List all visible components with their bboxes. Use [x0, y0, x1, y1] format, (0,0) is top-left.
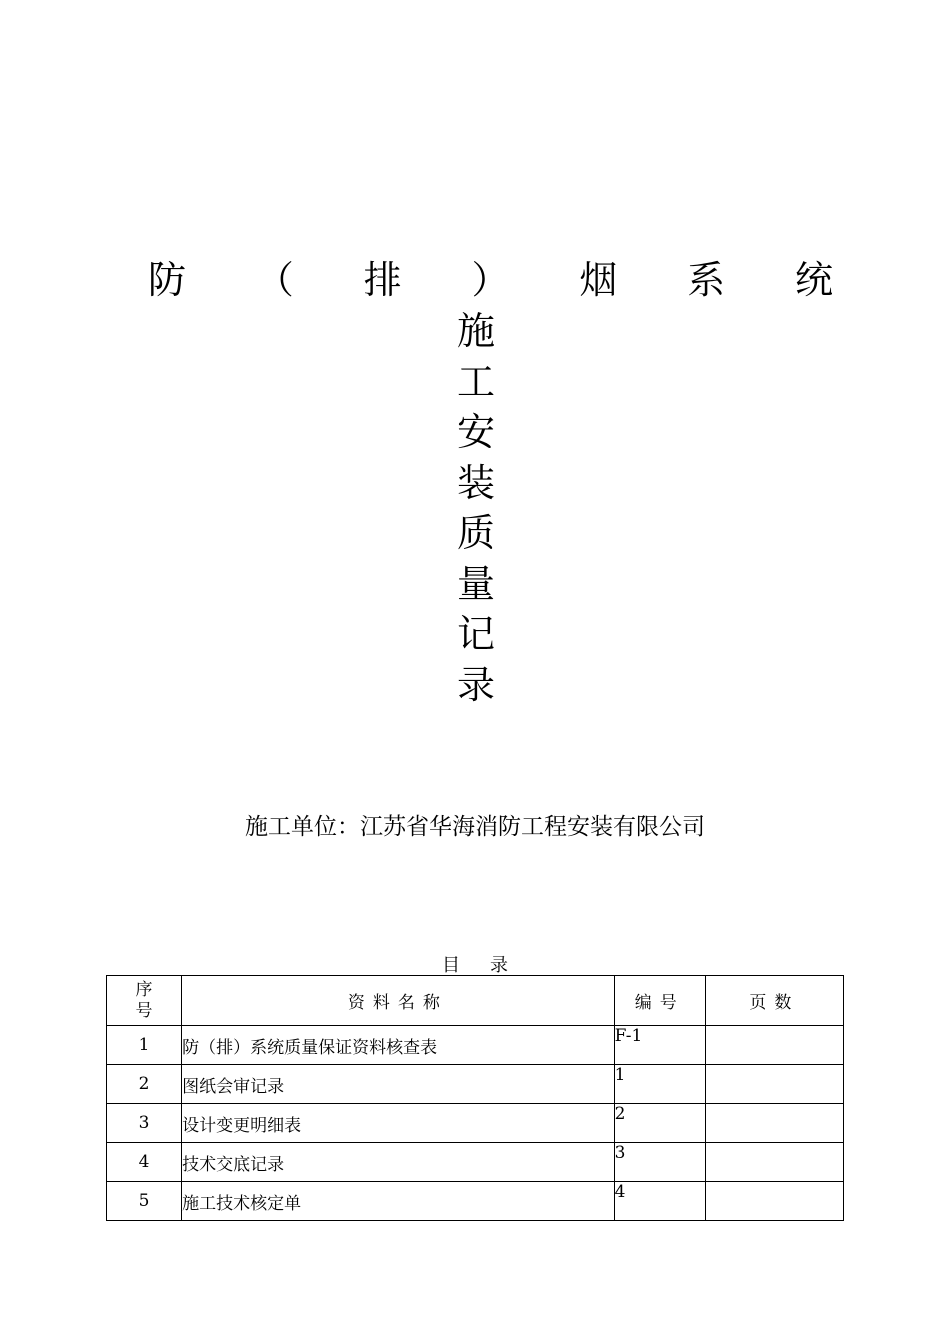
toc-header-row [107, 976, 844, 1026]
title-char: 录 [456, 662, 495, 707]
title-char: 安 [456, 410, 495, 454]
row-name: 施工技术核定单 [182, 1182, 615, 1221]
table-row [107, 1143, 844, 1182]
cover-title-line [148, 252, 833, 308]
title-char: 烟 [579, 258, 618, 302]
header-name: 资料名称 [182, 976, 615, 1026]
title-char: 质 [456, 511, 495, 555]
row-code: 2 [614, 1104, 705, 1143]
row-serial: 1 [107, 1026, 182, 1065]
title-char: ） [471, 258, 510, 302]
row-code: F-1 [614, 1026, 705, 1065]
row-name: 图纸会审记录 [182, 1065, 615, 1104]
row-serial: 4 [107, 1143, 182, 1182]
row-code: 4 [614, 1182, 705, 1221]
title-char: 记 [456, 612, 495, 656]
toc-table [106, 975, 844, 1221]
row-pages [705, 1065, 843, 1104]
title-char: （ [255, 258, 294, 302]
title-char: 统 [794, 258, 833, 302]
title-char: 系 [687, 258, 726, 302]
header-pages: 页数 [705, 976, 843, 1026]
header-serial-bottom: 号 [135, 1000, 153, 1021]
table-row [107, 1026, 844, 1065]
toc-title: 目录 [442, 955, 538, 976]
row-serial: 2 [107, 1065, 182, 1104]
row-code: 1 [614, 1065, 705, 1104]
row-name: 设计变更明细表 [182, 1104, 615, 1143]
cover-title-vertical [450, 306, 502, 710]
header-serial-top: 序 [135, 979, 153, 1000]
row-serial: 3 [107, 1104, 182, 1143]
table-row [107, 1104, 844, 1143]
row-pages [705, 1026, 843, 1065]
title-char: 施 [456, 309, 495, 353]
header-code: 编号 [614, 976, 705, 1026]
title-char: 工 [456, 359, 495, 404]
row-code: 3 [614, 1143, 705, 1182]
row-pages [705, 1143, 843, 1182]
title-char: 防 [148, 258, 187, 302]
row-pages [705, 1104, 843, 1143]
title-char: 量 [456, 561, 495, 606]
header-serial [107, 976, 182, 1026]
row-serial: 5 [107, 1182, 182, 1221]
row-pages [705, 1182, 843, 1221]
title-char: 装 [456, 460, 495, 505]
row-name: 技术交底记录 [182, 1143, 615, 1182]
table-row [107, 1065, 844, 1104]
title-char: 排 [363, 258, 402, 302]
table-row [107, 1182, 844, 1221]
row-name: 防（排）系统质量保证资料核查表 [182, 1026, 615, 1065]
construction-unit: 施工单位：江苏省华海消防工程安装有限公司 [245, 814, 705, 840]
